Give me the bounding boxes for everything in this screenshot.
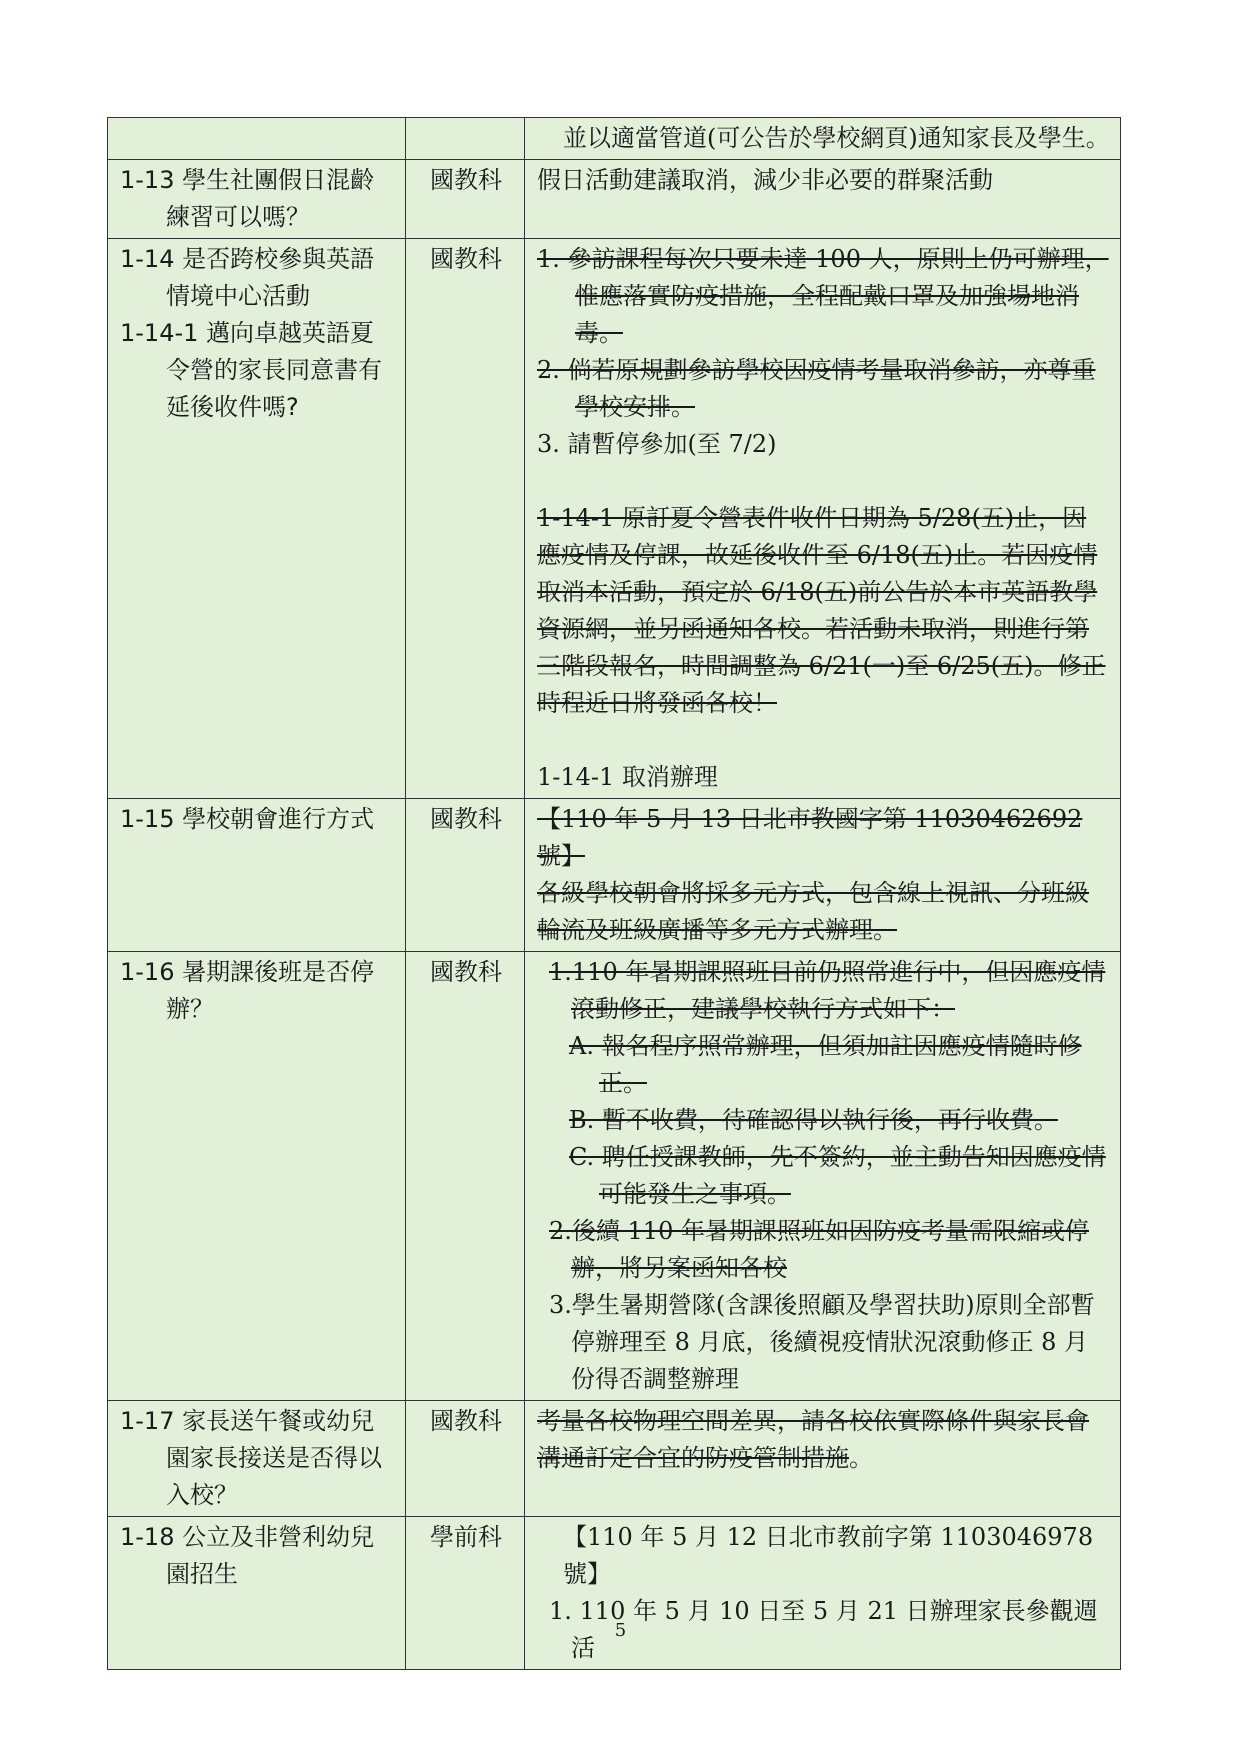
- table-row: [108, 118, 1121, 160]
- content-item: 3.學生暑期營隊(含課後照顧及學習扶助)原則全部暫停辦理至 8 月底，後續視疫情狀況滾動修正 8 月份得否調整辦理: [549, 1291, 1095, 1393]
- item-cell: [108, 118, 406, 160]
- content-paragraph-struck: 各級學校朝會將採多元方式，包含線上視訊、分班級輪流及班級廣播等多元方式辦理。: [537, 879, 1089, 944]
- spacer: [537, 722, 1110, 759]
- document-table: [107, 117, 1121, 1670]
- content-text-struck: 考量各校物理空間差異，請各校依實際條件與家長會溝通訂定合宜的防疫管制措施: [537, 1407, 1089, 1472]
- dept-cell: 國教科: [406, 1401, 525, 1517]
- dept-cell: 國教科: [406, 799, 525, 952]
- item-cell: [108, 799, 406, 952]
- content-paragraph-struck: 1-14-1 原訂夏令營表件收件日期為 5/28(五)止，因應疫情及停課，故延後收件至 6/18(五)止。若因疫情取消本活動，預定於 6/18(五)前公告於本市英語教學資源網，並另函通知各校。若活動未取消，則進行第三階段報名，時間調整為 6/21(一)至 6/25(五)。修正時程近日將發函各校！: [537, 504, 1106, 717]
- content-cell: [525, 239, 1121, 799]
- item-title: 1-17 家長送午餐或幼兒園家長接送是否得以入校？: [120, 1407, 382, 1509]
- table-row: [108, 799, 1121, 952]
- content-cell: [525, 1401, 1121, 1517]
- content-text: 假日活動建議取消，減少非必要的群聚活動: [537, 166, 993, 194]
- dept-cell: 學前科: [406, 1517, 525, 1670]
- content-item: 3. 請暫停參加(至 7/2): [537, 430, 777, 458]
- document-reference-struck: 【110 年 5 月 13 日北市教國字第 11030462692 號】: [537, 805, 1083, 870]
- document-reference: 【110 年 5 月 12 日北市教前字第 1103046978 號】: [563, 1523, 1094, 1588]
- content-item-struck: 2. 倘若原規劃參訪學校因疫情考量取消參訪，亦尊重學校安排。: [537, 356, 1096, 421]
- table-row: [108, 239, 1121, 799]
- content-item-struck: 1.110 年暑期課照班目前仍照常進行中，但因應疫情滾動修正，建議學校執行方式如下：: [549, 958, 1106, 1023]
- dept-cell: 國教科: [406, 952, 525, 1401]
- spacer: [537, 463, 1110, 500]
- item-cell: [108, 239, 406, 799]
- content-item: 1. 110 年 5 月 10 日至 5 月 21 日辦理家長參觀週活: [549, 1597, 1098, 1662]
- content-text: 。: [849, 1444, 873, 1472]
- table-row: [108, 160, 1121, 239]
- dept-cell: [406, 118, 525, 160]
- item-cell: [108, 952, 406, 1401]
- content-cell: [525, 1517, 1121, 1670]
- content-subitem-struck: B. 暫不收費，待確認得以執行後，再行收費。: [569, 1106, 1058, 1134]
- item-title: 1-13 學生社團假日混齡練習可以嗎？: [120, 166, 375, 231]
- item-cell: [108, 1401, 406, 1517]
- table-row: [108, 1401, 1121, 1517]
- content-subitem-struck: A. 報名程序照常辦理，但須加註因應疫情隨時修正。: [569, 1032, 1082, 1097]
- dept-cell: 國教科: [406, 239, 525, 799]
- item-title: 1-18 公立及非營利幼兒園招生: [120, 1523, 375, 1588]
- content-subitem-struck: C. 聘任授課教師，先不簽約，並主動告知因應疫情可能發生之事項。: [569, 1143, 1106, 1208]
- content-cell: [525, 799, 1121, 952]
- item-title: 1-14 是否跨校參與英語情境中心活動: [120, 245, 375, 310]
- content-paragraph: 1-14-1 取消辦理: [537, 763, 718, 791]
- table-row: [108, 1517, 1121, 1670]
- dept-cell: 國教科: [406, 160, 525, 239]
- item-title: 1-15 學校朝會進行方式: [120, 805, 375, 833]
- content-item-struck: 2.後續 110 年暑期課照班如因防疫考量需限縮或停辦，將另案函知各校: [549, 1217, 1089, 1282]
- content-cell: [525, 160, 1121, 239]
- page-number: 5: [614, 1620, 627, 1641]
- item-subtitle: 1-14-1 邁向卓越英語夏令營的家長同意書有延後收件嗎?: [120, 319, 382, 421]
- item-title: 1-16 暑期課後班是否停辦？: [120, 958, 375, 1023]
- content-cell: [525, 952, 1121, 1401]
- content-text: 並以適當管道(可公告於學校網頁)通知家長及學生。: [563, 124, 1110, 152]
- content-paragraph: [537, 1403, 1110, 1477]
- content-cell: [525, 118, 1121, 160]
- item-cell: [108, 160, 406, 239]
- content-item-struck: 1. 參訪課程每次只要未達 100 人，原則上仍可辦理，惟應落實防疫措施，全程配戴口罩及加強場地消毒。: [537, 245, 1109, 347]
- item-cell: [108, 1517, 406, 1670]
- table-row: [108, 952, 1121, 1401]
